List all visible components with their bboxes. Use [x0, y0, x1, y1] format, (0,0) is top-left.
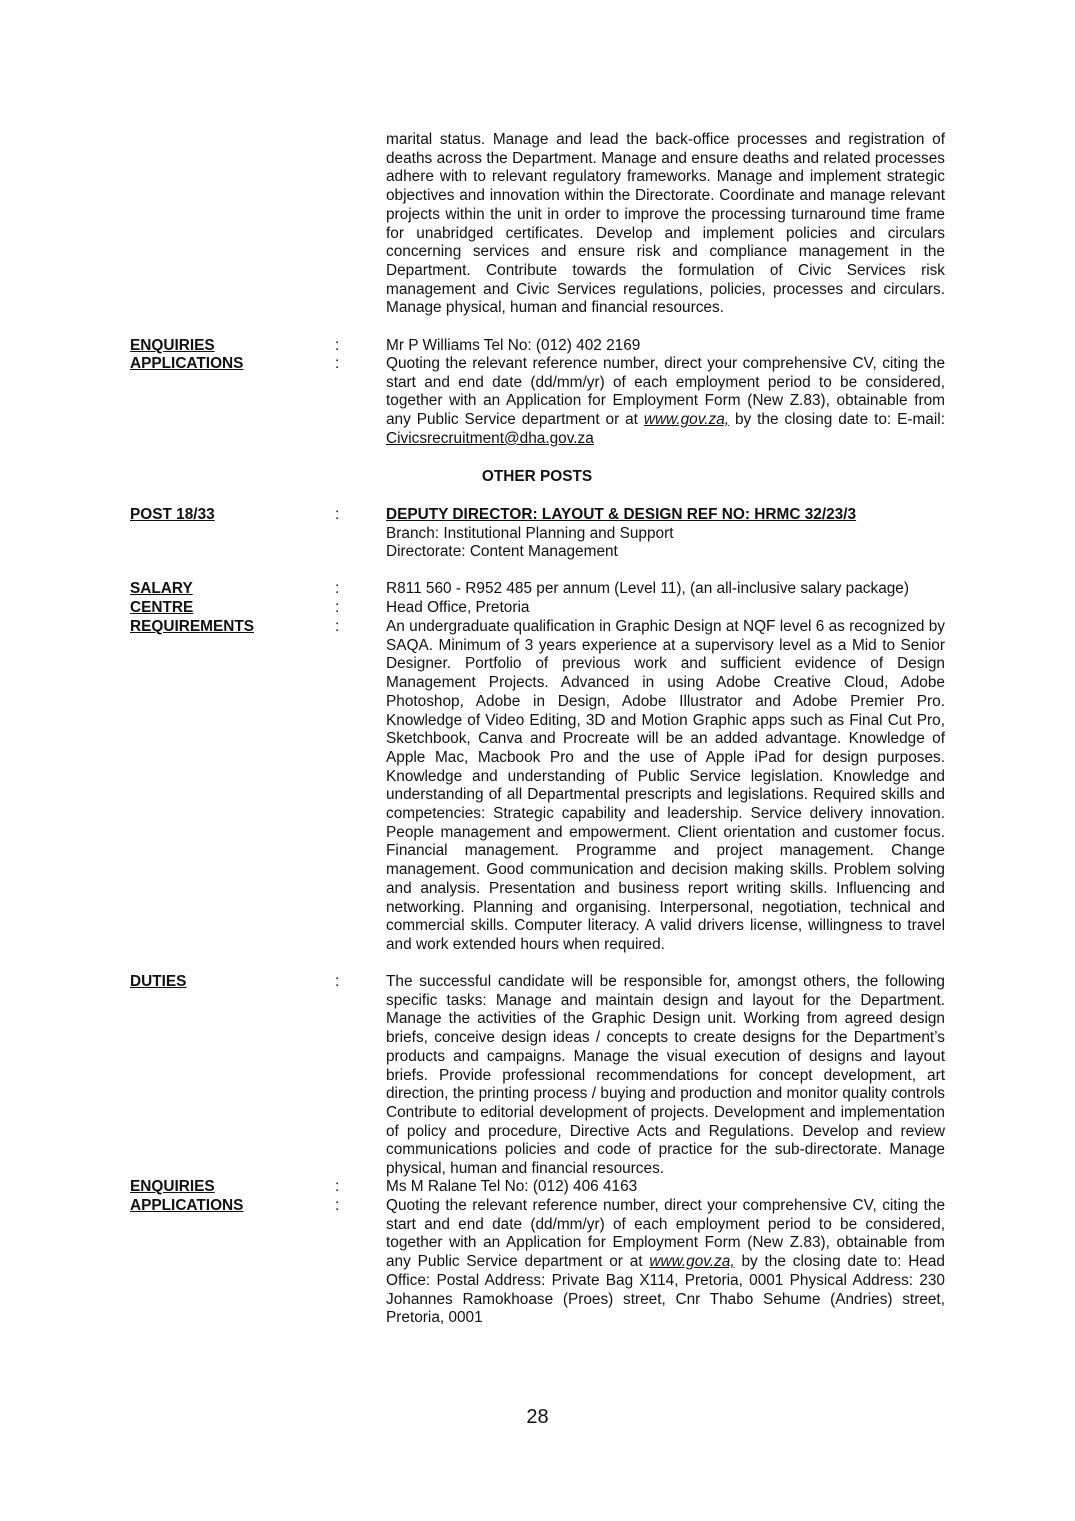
- enquiries-value: Mr P Williams Tel No: (012) 402 2169: [386, 337, 641, 354]
- post-enquiries-colon: :: [335, 1178, 340, 1195]
- post-applications-text-part1: Quoting the relevant reference number, direct your comprehensive CV, citing the start and end date (dd/mm/yr) of each employment period to be considered, together with an Application for Employment Form (New Z.83), obtainable from any Public Service department or at: [386, 1197, 945, 1271]
- post-applications-text-part2: by the closing date to: Head Office: Postal Address: Private Bag X114, Pretoria, 0001 Physical Address: 230 Johannes Ramokhoase (Proes) street, Cnr Thabo Sehume (Andries) street, Pretoria, 0001: [386, 1253, 945, 1327]
- post-enquiries-label: ENQUIRIES: [130, 1178, 215, 1195]
- applications-colon: :: [335, 355, 340, 372]
- post-gov-website-link[interactable]: www.gov.za,: [649, 1253, 735, 1271]
- applications-text-part1: Quoting the relevant reference number, direct your comprehensive CV, citing the start and end date (dd/mm/yr) of each employment period to be considered, together with an Application for Employment Form (New Z.83), obtainable from any Public Service department or at: [386, 355, 945, 429]
- post-details: [386, 506, 945, 562]
- post-branch: Branch: Institutional Planning and Support: [386, 524, 674, 542]
- enquiries-colon: :: [335, 337, 340, 354]
- requirements-colon: :: [335, 618, 340, 635]
- post-number-label: POST 18/33: [130, 506, 215, 523]
- applications-value: [386, 355, 945, 449]
- post-colon: :: [335, 506, 340, 523]
- duties-value: The successful candidate will be responsible for, amongst others, the following specific tasks: Manage and maintain design and layout for the Department. Manage the activities of the Graphic Design unit. Working from agreed design briefs, conceive design ideas / concepts to create designs for the Department’s products and campaigns. Manage the visual execution of designs and layout briefs. Provide professional recommendations for concept development, art direction, the printing process / buying and production and monitor quality controls Contribute to editorial development of projects. Development and implementation of policy and procedure, Directive Acts and Regulations. Develop and review communications policies and code of practice for the sub-directorate. Manage physical, human and financial resources.: [386, 973, 945, 1178]
- requirements-value: An undergraduate qualification in Graphic Design at NQF level 6 as recognized by SAQA. Minimum of 3 years experience at a supervisory level as a Mid to Senior Designer. Portfolio of previous work and sufficient evidence of Design Management Projects. Advanced in using Adobe Creative Cloud, Adobe Photoshop, Adobe in Design, Adobe Illustrator and Adobe Premier Pro. Knowledge of Video Editing, 3D and Motion Graphic apps such as Final Cut Pro, Sketchbook, Canva and Procreate will be an added advantage. Knowledge of Apple Mac, Macbook Pro and the use of Apple iPad for design purposes. Knowledge and understanding of Public Service legislation. Knowledge and understanding of all Departmental prescripts and legislations. Required skills and competencies: Strategic capability and leadership. Service delivery innovation. People management and empowerment. Client orientation and customer focus. Financial management. Programme and project management. Change management. Good communication and decision making skills. Problem solving and analysis. Presentation and business report writing skills. Influencing and networking. Planning and organising. Interpersonal, negotiation, technical and commercial skills. Computer literacy. A valid drivers license, willingness to travel and work extended hours when required.: [386, 618, 945, 953]
- salary-value: R811 560 - R952 485 per annum (Level 11), (an all-inclusive salary package): [386, 580, 909, 597]
- applications-text-part2: by the closing date to: E-mail:: [729, 411, 945, 429]
- post-enquiries-value: Ms M Ralane Tel No: (012) 406 4163: [386, 1178, 638, 1195]
- civics-recruitment-email-link[interactable]: Civicsrecruitment@dha.gov.za: [386, 429, 594, 447]
- post-applications-value: [386, 1197, 945, 1328]
- post-applications-colon: :: [335, 1197, 340, 1214]
- duties-colon: :: [335, 973, 340, 990]
- other-posts-heading: OTHER POSTS: [481, 468, 593, 485]
- page-number: 28: [526, 1406, 549, 1428]
- centre-value: Head Office, Pretoria: [386, 599, 530, 616]
- post-title: DEPUTY DIRECTOR: LAYOUT & DESIGN REF NO: HRMC 32/23/3: [386, 506, 857, 523]
- intro-paragraph: [386, 131, 945, 318]
- gov-website-link[interactable]: www.gov.za,: [643, 411, 730, 429]
- applications-label: APPLICATIONS: [130, 355, 244, 372]
- duties-label: DUTIES: [130, 973, 187, 990]
- salary-colon: :: [335, 580, 340, 597]
- intro-paragraph-text: marital status. Manage and lead the back-office processes and registration of deaths across the Department. Manage and ensure deaths and related processes adhere with to relevant regulatory frameworks. Manage and implement strategic objectives and innovation within the Directorate. Coordinate and manage relevant projects within the unit in order to improve the processing turnaround time frame for unabridged certificates. Develop and implement policies and circulars concerning services and ensure risk and compliance management in the Department. Contribute towards the formulation of Civic Services risk management and Civic Services regulations, policies, processes and circulars. Manage physical, human and financial resources.: [386, 131, 945, 317]
- centre-colon: :: [335, 599, 340, 616]
- post-applications-label: APPLICATIONS: [130, 1197, 244, 1214]
- centre-label: CENTRE: [130, 599, 194, 616]
- salary-label: SALARY: [130, 580, 193, 597]
- requirements-label: REQUIREMENTS: [130, 618, 254, 635]
- post-directorate: Directorate: Content Management: [386, 543, 618, 561]
- enquiries-label: ENQUIRIES: [130, 337, 215, 354]
